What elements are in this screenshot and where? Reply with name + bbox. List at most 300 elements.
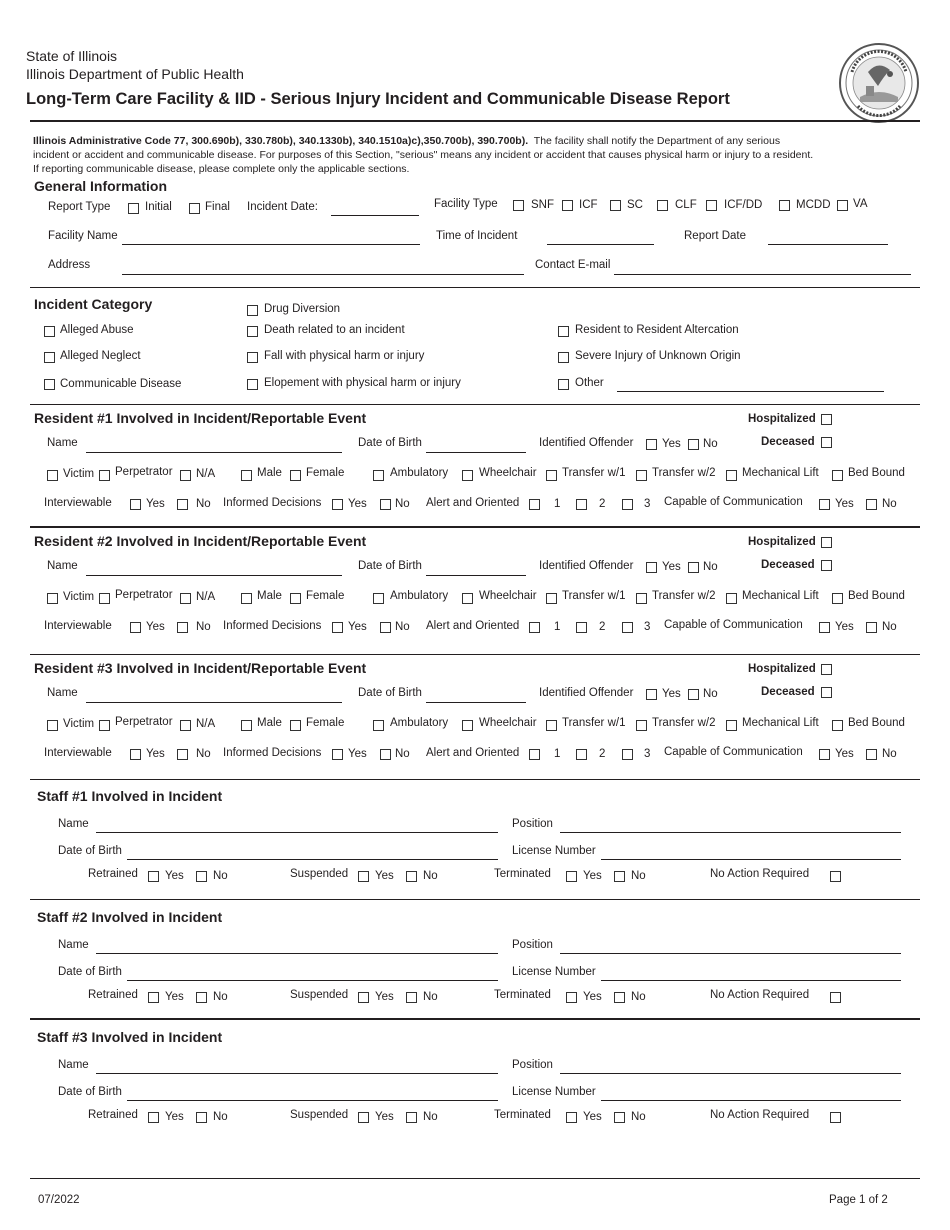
resident-2-interview-yes-checkbox[interactable] <box>130 622 141 633</box>
address-field[interactable] <box>122 274 524 275</box>
staff-1-terminated-no-checkbox[interactable] <box>614 871 625 882</box>
staff-2-position-field[interactable] <box>560 953 901 954</box>
resident-3-capable-no-label: No <box>882 748 897 760</box>
resident-1-alert-2-checkbox[interactable] <box>576 499 587 510</box>
resident-3-deceased-label: Deceased <box>761 686 815 698</box>
resident-3-alert-2-label: 2 <box>599 748 606 760</box>
alleged-abuse-checkbox[interactable] <box>44 326 55 337</box>
resident-1-name-field[interactable] <box>86 452 342 453</box>
resident-3-interview-no-label: No <box>196 748 211 760</box>
resident-2-alert-1-checkbox[interactable] <box>529 622 540 633</box>
resident-3-hospitalized-label: Hospitalized <box>748 663 816 675</box>
severe-injury-label: Severe Injury of Unknown Origin <box>575 350 741 362</box>
sc-checkbox[interactable] <box>610 200 621 211</box>
resident-3-bed-bound-label: Bed Bound <box>848 717 905 729</box>
resident-1-informed-no-label: No <box>395 498 410 510</box>
resident-1-offender-yes-checkbox[interactable] <box>646 439 657 450</box>
resident-2-transfer2-checkbox[interactable] <box>636 593 647 604</box>
staff-3-terminated-no-label: No <box>631 1111 646 1123</box>
resident-3-capable-yes-label: Yes <box>835 748 854 760</box>
incident-date-field[interactable] <box>331 215 419 216</box>
resident-2-victim-checkbox[interactable] <box>47 593 58 604</box>
resident-2-mech-lift-checkbox[interactable] <box>726 593 737 604</box>
resident-1-transfer1-checkbox[interactable] <box>546 470 557 481</box>
resident-3-victim-label: Victim <box>63 718 95 730</box>
resident-2-alert-2-checkbox[interactable] <box>576 622 587 633</box>
department-name: Illinois Department of Public Health <box>26 66 244 82</box>
staff-1-terminated-label: Terminated <box>494 868 551 880</box>
intro-line-2: incident or accident and communicable disease. For purposes of this Section, "serious" means any incident or accident that causes physical harm or injury to a resident. <box>33 149 814 161</box>
mcdd-label: MCDD <box>796 199 831 211</box>
elopement-checkbox[interactable] <box>247 379 258 390</box>
resident-2-alert-1-label: 1 <box>554 621 561 633</box>
resident-3-alert-3-checkbox[interactable] <box>622 749 633 760</box>
communicable-disease-label: Communicable Disease <box>60 378 182 390</box>
icf-label: ICF <box>579 199 598 211</box>
resident-1-alert-label: Alert and Oriented <box>426 497 520 509</box>
resident-3-wheelchair-label: Wheelchair <box>479 717 537 729</box>
resident-1-heading: Resident #1 Involved in Incident/Reportable Event <box>34 410 367 426</box>
resident-2-heading: Resident #2 Involved in Incident/Reportable Event <box>34 533 367 549</box>
resident-2-male-label: Male <box>257 590 282 602</box>
resident-3-interview-no-checkbox[interactable] <box>177 749 188 760</box>
intro-line-3: If reporting communicable disease, please complete only the applicable sections. <box>33 163 410 175</box>
resident-1-offender-no-checkbox[interactable] <box>688 439 699 450</box>
staff-3-license-field[interactable] <box>601 1100 901 1101</box>
resident-2-na-label: N/A <box>196 591 216 603</box>
staff-3-license-label: License Number <box>512 1086 596 1098</box>
resident-1-informed-label: Informed Decisions <box>223 497 322 509</box>
resident-2-perpetrator-label: Perpetrator <box>115 589 173 601</box>
staff-3-suspended-yes-checkbox[interactable] <box>358 1112 369 1123</box>
resident-3-wheelchair-checkbox[interactable] <box>462 720 473 731</box>
staff-2-suspended-yes-checkbox[interactable] <box>358 992 369 1003</box>
resident-2-interview-no-checkbox[interactable] <box>177 622 188 633</box>
facility-type-label: Facility Type <box>434 198 498 210</box>
staff-1-suspended-label: Suspended <box>290 868 349 880</box>
resident-2-alert-3-label: 3 <box>644 621 651 633</box>
resident-3-informed-no-label: No <box>395 748 410 760</box>
resident-2-offender-no-label: No <box>703 561 718 573</box>
resident-2-male-checkbox[interactable] <box>241 593 252 604</box>
resident-3-offender-yes-label: Yes <box>662 688 681 700</box>
resident-1-victim-label: Victim <box>63 468 95 480</box>
resident-2-victim-label: Victim <box>63 591 95 603</box>
time-of-incident-field[interactable] <box>547 244 654 245</box>
resident-3-transfer2-checkbox[interactable] <box>636 720 647 731</box>
altercation-checkbox[interactable] <box>558 326 569 337</box>
staff-2-license-label: License Number <box>512 966 596 978</box>
altercation-label: Resident to Resident Altercation <box>575 324 739 336</box>
resident-3-alert-2-checkbox[interactable] <box>576 749 587 760</box>
snf-checkbox[interactable] <box>513 200 524 211</box>
resident-1-informed-yes-checkbox[interactable] <box>332 499 343 510</box>
staff-1-name-label: Name <box>58 818 89 830</box>
staff-2-suspended-no-label: No <box>423 991 438 1003</box>
staff-2-suspended-no-checkbox[interactable] <box>406 992 417 1003</box>
staff-3-retrained-no-checkbox[interactable] <box>196 1112 207 1123</box>
resident-1-wheelchair-checkbox[interactable] <box>462 470 473 481</box>
resident-1-dob-field[interactable] <box>426 452 526 453</box>
resident-1-alert-1-label: 1 <box>554 498 561 510</box>
staff-3-suspended-no-label: No <box>423 1111 438 1123</box>
staff-2-retrained-no-label: No <box>213 991 228 1003</box>
resident-2-dob-field[interactable] <box>426 575 526 576</box>
section-divider <box>30 287 920 288</box>
resident-3-deceased-checkbox[interactable] <box>821 687 832 698</box>
elopement-label: Elopement with physical harm or injury <box>264 377 461 389</box>
resident-2-capable-label: Capable of Communication <box>664 619 803 631</box>
resident-1-ambulatory-label: Ambulatory <box>390 467 449 479</box>
resident-3-ambulatory-label: Ambulatory <box>390 717 449 729</box>
resident-2-informed-yes-checkbox[interactable] <box>332 622 343 633</box>
resident-1-interview-yes-checkbox[interactable] <box>130 499 141 510</box>
resident-2-transfer2-label: Transfer w/2 <box>652 590 716 602</box>
resident-1-wheelchair-label: Wheelchair <box>479 467 537 479</box>
section-divider <box>30 1018 920 1020</box>
seal-icon <box>838 42 920 124</box>
section-divider <box>30 779 920 780</box>
resident-2-capable-yes-checkbox[interactable] <box>819 622 830 633</box>
staff-2-retrained-no-checkbox[interactable] <box>196 992 207 1003</box>
resident-3-ambulatory-checkbox[interactable] <box>373 720 384 731</box>
resident-2-offender-no-checkbox[interactable] <box>688 562 699 573</box>
report-type-label: Report Type <box>48 201 111 213</box>
contact-email-label: Contact E-mail <box>535 259 611 271</box>
report-date-label: Report Date <box>684 230 747 242</box>
resident-1-interview-yes-label: Yes <box>146 498 165 510</box>
facility-name-field[interactable] <box>122 244 420 245</box>
resident-1-female-checkbox[interactable] <box>290 470 301 481</box>
other-checkbox[interactable] <box>558 379 569 390</box>
initial-checkbox[interactable] <box>128 203 139 214</box>
staff-2-name-field[interactable] <box>96 953 498 954</box>
resident-1-deceased-checkbox[interactable] <box>821 437 832 448</box>
resident-3-mech-lift-checkbox[interactable] <box>726 720 737 731</box>
resident-2-transfer1-label: Transfer w/1 <box>562 590 626 602</box>
resident-1-bed-bound-checkbox[interactable] <box>832 470 843 481</box>
alleged-abuse-label: Alleged Abuse <box>60 324 134 336</box>
resident-2-bed-bound-checkbox[interactable] <box>832 593 843 604</box>
resident-1-transfer2-label: Transfer w/2 <box>652 467 716 479</box>
resident-3-na-label: N/A <box>196 718 216 730</box>
resident-2-interviewable-label: Interviewable <box>44 620 112 632</box>
staff-3-terminated-yes-label: Yes <box>583 1111 602 1123</box>
resident-3-capable-label: Capable of Communication <box>664 746 803 758</box>
staff-2-position-label: Position <box>512 939 553 951</box>
staff-1-heading: Staff #1 Involved in Incident <box>37 788 223 804</box>
resident-1-hospitalized-checkbox[interactable] <box>821 414 832 425</box>
resident-1-interview-no-label: No <box>196 498 211 510</box>
staff-1-position-label: Position <box>512 818 553 830</box>
resident-2-bed-bound-label: Bed Bound <box>848 590 905 602</box>
resident-1-interview-no-checkbox[interactable] <box>177 499 188 510</box>
resident-2-informed-label: Informed Decisions <box>223 620 322 632</box>
staff-1-dob-label: Date of Birth <box>58 845 122 857</box>
staff-2-suspended-label: Suspended <box>290 989 349 1001</box>
staff-1-suspended-no-checkbox[interactable] <box>406 871 417 882</box>
icfdd-label: ICF/DD <box>724 199 763 211</box>
resident-3-alert-label: Alert and Oriented <box>426 747 520 759</box>
resident-2-na-checkbox[interactable] <box>180 593 191 604</box>
resident-3-female-label: Female <box>306 717 345 729</box>
resident-3-transfer2-label: Transfer w/2 <box>652 717 716 729</box>
icfdd-checkbox[interactable] <box>706 200 717 211</box>
resident-2-capable-yes-label: Yes <box>835 621 854 633</box>
resident-1-deceased-label: Deceased <box>761 436 815 448</box>
final-checkbox[interactable] <box>189 203 200 214</box>
page-title: Long-Term Care Facility & IID - Serious Injury Incident and Communicable Disease Report <box>26 90 730 108</box>
state-seal <box>838 42 920 124</box>
staff-3-suspended-no-checkbox[interactable] <box>406 1112 417 1123</box>
resident-1-victim-checkbox[interactable] <box>47 470 58 481</box>
staff-1-suspended-yes-checkbox[interactable] <box>358 871 369 882</box>
resident-3-dob-label: Date of Birth <box>358 687 422 699</box>
section-divider <box>30 654 920 655</box>
intro-text-1: The facility shall notify the Department of any serious <box>533 135 781 147</box>
resident-1-female-label: Female <box>306 467 345 479</box>
staff-2-dob-field[interactable] <box>127 980 498 981</box>
general-heading: General Information <box>34 178 168 194</box>
resident-2-offender-yes-label: Yes <box>662 561 681 573</box>
staff-2-terminated-no-label: No <box>631 991 646 1003</box>
staff-1-retrained-no-checkbox[interactable] <box>196 871 207 882</box>
resident-3-transfer1-checkbox[interactable] <box>546 720 557 731</box>
resident-3-identified-offender-label: Identified Offender <box>539 687 634 699</box>
resident-3-hospitalized-checkbox[interactable] <box>821 664 832 675</box>
resident-3-interview-yes-checkbox[interactable] <box>130 749 141 760</box>
staff-3-dob-label: Date of Birth <box>58 1086 122 1098</box>
staff-1-suspended-no-label: No <box>423 870 438 882</box>
staff-3-terminated-yes-checkbox[interactable] <box>566 1112 577 1123</box>
resident-3-dob-field[interactable] <box>426 702 526 703</box>
resident-3-bed-bound-checkbox[interactable] <box>832 720 843 731</box>
fall-injury-checkbox[interactable] <box>247 352 258 363</box>
staff-2-dob-label: Date of Birth <box>58 966 122 978</box>
resident-3-female-checkbox[interactable] <box>290 720 301 731</box>
resident-2-hospitalized-checkbox[interactable] <box>821 537 832 548</box>
staff-2-terminated-label: Terminated <box>494 989 551 1001</box>
clf-checkbox[interactable] <box>657 200 668 211</box>
report-date-field[interactable] <box>768 244 888 245</box>
drug-diversion-label: Drug Diversion <box>264 303 341 315</box>
staff-1-retrained-label: Retrained <box>88 868 138 880</box>
incident-date-label: Incident Date: <box>247 201 318 213</box>
staff-1-position-field[interactable] <box>560 832 901 833</box>
drug-diversion-checkbox[interactable] <box>247 305 258 316</box>
other-label: Other <box>575 377 604 389</box>
resident-3-capable-no-checkbox[interactable] <box>866 749 877 760</box>
staff-1-suspended-yes-label: Yes <box>375 870 394 882</box>
staff-1-name-field[interactable] <box>96 832 498 833</box>
resident-3-informed-no-checkbox[interactable] <box>380 749 391 760</box>
resident-3-informed-yes-label: Yes <box>348 748 367 760</box>
staff-3-suspended-label: Suspended <box>290 1109 349 1121</box>
resident-3-transfer1-label: Transfer w/1 <box>562 717 626 729</box>
staff-2-heading: Staff #2 Involved in Incident <box>37 909 223 925</box>
staff-1-retrained-yes-checkbox[interactable] <box>148 871 159 882</box>
resident-1-informed-no-checkbox[interactable] <box>380 499 391 510</box>
resident-1-bed-bound-label: Bed Bound <box>848 467 905 479</box>
resident-3-perpetrator-checkbox[interactable] <box>99 720 110 731</box>
resident-3-offender-yes-checkbox[interactable] <box>646 689 657 700</box>
staff-3-retrained-yes-checkbox[interactable] <box>148 1112 159 1123</box>
resident-2-capable-no-label: No <box>882 621 897 633</box>
resident-1-offender-yes-label: Yes <box>662 438 681 450</box>
facility-name-label: Facility Name <box>48 230 118 242</box>
resident-1-male-checkbox[interactable] <box>241 470 252 481</box>
resident-1-capable-yes-checkbox[interactable] <box>819 499 830 510</box>
resident-2-name-label: Name <box>47 560 78 572</box>
staff-2-no-action-label: No Action Required <box>710 989 810 1001</box>
resident-3-heading: Resident #3 Involved in Incident/Reportable Event <box>34 660 367 676</box>
resident-1-perpetrator-checkbox[interactable] <box>99 470 110 481</box>
staff-3-retrained-yes-label: Yes <box>165 1111 184 1123</box>
footer-date-code: 07/2022 <box>38 1194 80 1206</box>
resident-1-dob-label: Date of Birth <box>358 437 422 449</box>
section-divider <box>30 404 920 405</box>
staff-2-terminated-yes-checkbox[interactable] <box>566 992 577 1003</box>
resident-3-male-label: Male <box>257 717 282 729</box>
resident-3-alert-1-label: 1 <box>554 748 561 760</box>
resident-1-alert-1-checkbox[interactable] <box>529 499 540 510</box>
resident-2-mech-lift-label: Mechanical Lift <box>742 590 819 602</box>
resident-3-victim-checkbox[interactable] <box>47 720 58 731</box>
resident-2-informed-no-label: No <box>395 621 410 633</box>
severe-injury-checkbox[interactable] <box>558 352 569 363</box>
resident-2-dob-label: Date of Birth <box>358 560 422 572</box>
state-name: State of Illinois <box>26 48 118 64</box>
section-divider <box>30 899 920 900</box>
intro-line-1 <box>33 134 780 148</box>
staff-3-dob-field[interactable] <box>127 1100 498 1101</box>
staff-3-retrained-no-label: No <box>213 1111 228 1123</box>
staff-3-no-action-label: No Action Required <box>710 1109 810 1121</box>
resident-2-transfer1-checkbox[interactable] <box>546 593 557 604</box>
resident-1-transfer2-checkbox[interactable] <box>636 470 647 481</box>
resident-1-capable-no-checkbox[interactable] <box>866 499 877 510</box>
resident-2-alert-label: Alert and Oriented <box>426 620 520 632</box>
staff-2-terminated-no-checkbox[interactable] <box>614 992 625 1003</box>
resident-3-interviewable-label: Interviewable <box>44 747 112 759</box>
staff-2-license-field[interactable] <box>601 980 901 981</box>
resident-2-wheelchair-checkbox[interactable] <box>462 593 473 604</box>
resident-2-perpetrator-checkbox[interactable] <box>99 593 110 604</box>
other-field[interactable] <box>617 391 884 392</box>
staff-2-suspended-yes-label: Yes <box>375 991 394 1003</box>
resident-1-interviewable-label: Interviewable <box>44 497 112 509</box>
resident-2-informed-no-checkbox[interactable] <box>380 622 391 633</box>
resident-1-offender-no-label: No <box>703 438 718 450</box>
staff-1-dob-field[interactable] <box>127 859 498 860</box>
staff-1-terminated-yes-label: Yes <box>583 870 602 882</box>
resident-3-offender-no-checkbox[interactable] <box>688 689 699 700</box>
resident-3-offender-no-label: No <box>703 688 718 700</box>
resident-1-perpetrator-label: Perpetrator <box>115 466 173 478</box>
category-heading: Incident Category <box>34 296 153 312</box>
icf-checkbox[interactable] <box>562 200 573 211</box>
resident-1-alert-2-label: 2 <box>599 498 606 510</box>
staff-2-no-action-checkbox[interactable] <box>830 992 841 1003</box>
staff-1-terminated-no-label: No <box>631 870 646 882</box>
intro-code: Illinois Administrative Code 77, 300.690b), 330.780b), 340.1330b), 340.1510a)c),350.700b), 390.700b). <box>33 135 529 147</box>
contact-email-field[interactable] <box>614 274 911 275</box>
communicable-disease-checkbox[interactable] <box>44 379 55 390</box>
resident-1-mech-lift-checkbox[interactable] <box>726 470 737 481</box>
staff-1-terminated-yes-checkbox[interactable] <box>566 871 577 882</box>
resident-2-informed-yes-label: Yes <box>348 621 367 633</box>
resident-3-perpetrator-label: Perpetrator <box>115 716 173 728</box>
staff-3-position-field[interactable] <box>560 1073 901 1074</box>
staff-2-retrained-yes-checkbox[interactable] <box>148 992 159 1003</box>
resident-2-wheelchair-label: Wheelchair <box>479 590 537 602</box>
staff-2-retrained-yes-label: Yes <box>165 991 184 1003</box>
resident-2-name-field[interactable] <box>86 575 342 576</box>
mcdd-checkbox[interactable] <box>779 200 790 211</box>
resident-2-offender-yes-checkbox[interactable] <box>646 562 657 573</box>
resident-1-ambulatory-checkbox[interactable] <box>373 470 384 481</box>
resident-1-mech-lift-label: Mechanical Lift <box>742 467 819 479</box>
resident-1-informed-yes-label: Yes <box>348 498 367 510</box>
staff-3-suspended-yes-label: Yes <box>375 1111 394 1123</box>
resident-3-alert-1-checkbox[interactable] <box>529 749 540 760</box>
staff-1-no-action-checkbox[interactable] <box>830 871 841 882</box>
va-checkbox[interactable] <box>837 200 848 211</box>
resident-2-alert-3-checkbox[interactable] <box>622 622 633 633</box>
resident-1-name-label: Name <box>47 437 78 449</box>
resident-3-male-checkbox[interactable] <box>241 720 252 731</box>
staff-1-license-field[interactable] <box>601 859 901 860</box>
staff-3-no-action-checkbox[interactable] <box>830 1112 841 1123</box>
staff-3-terminated-no-checkbox[interactable] <box>614 1112 625 1123</box>
resident-2-female-checkbox[interactable] <box>290 593 301 604</box>
resident-2-interview-yes-label: Yes <box>146 621 165 633</box>
staff-1-retrained-no-label: No <box>213 870 228 882</box>
resident-2-alert-2-label: 2 <box>599 621 606 633</box>
staff-3-name-label: Name <box>58 1059 89 1071</box>
staff-1-no-action-label: No Action Required <box>710 868 810 880</box>
staff-1-license-label: License Number <box>512 845 596 857</box>
resident-1-na-checkbox[interactable] <box>180 470 191 481</box>
staff-3-position-label: Position <box>512 1059 553 1071</box>
death-incident-checkbox[interactable] <box>247 326 258 337</box>
resident-1-na-label: N/A <box>196 468 216 480</box>
clf-label: CLF <box>675 199 697 211</box>
resident-2-capable-no-checkbox[interactable] <box>866 622 877 633</box>
section-divider <box>30 526 920 528</box>
footer-rule <box>30 1178 920 1179</box>
resident-2-ambulatory-checkbox[interactable] <box>373 593 384 604</box>
resident-3-na-checkbox[interactable] <box>180 720 191 731</box>
resident-2-interview-no-label: No <box>196 621 211 633</box>
staff-3-name-field[interactable] <box>96 1073 498 1074</box>
resident-3-name-field[interactable] <box>86 702 342 703</box>
va-label: VA <box>853 198 868 210</box>
resident-2-deceased-checkbox[interactable] <box>821 560 832 571</box>
resident-1-alert-3-checkbox[interactable] <box>622 499 633 510</box>
resident-3-informed-yes-checkbox[interactable] <box>332 749 343 760</box>
resident-1-capable-label: Capable of Communication <box>664 496 803 508</box>
resident-1-transfer1-label: Transfer w/1 <box>562 467 626 479</box>
resident-3-capable-yes-checkbox[interactable] <box>819 749 830 760</box>
alleged-neglect-checkbox[interactable] <box>44 352 55 363</box>
resident-2-ambulatory-label: Ambulatory <box>390 590 449 602</box>
resident-3-mech-lift-label: Mechanical Lift <box>742 717 819 729</box>
final-label: Final <box>205 201 230 213</box>
resident-2-hospitalized-label: Hospitalized <box>748 536 816 548</box>
resident-1-capable-no-label: No <box>882 498 897 510</box>
staff-3-heading: Staff #3 Involved in Incident <box>37 1029 223 1045</box>
